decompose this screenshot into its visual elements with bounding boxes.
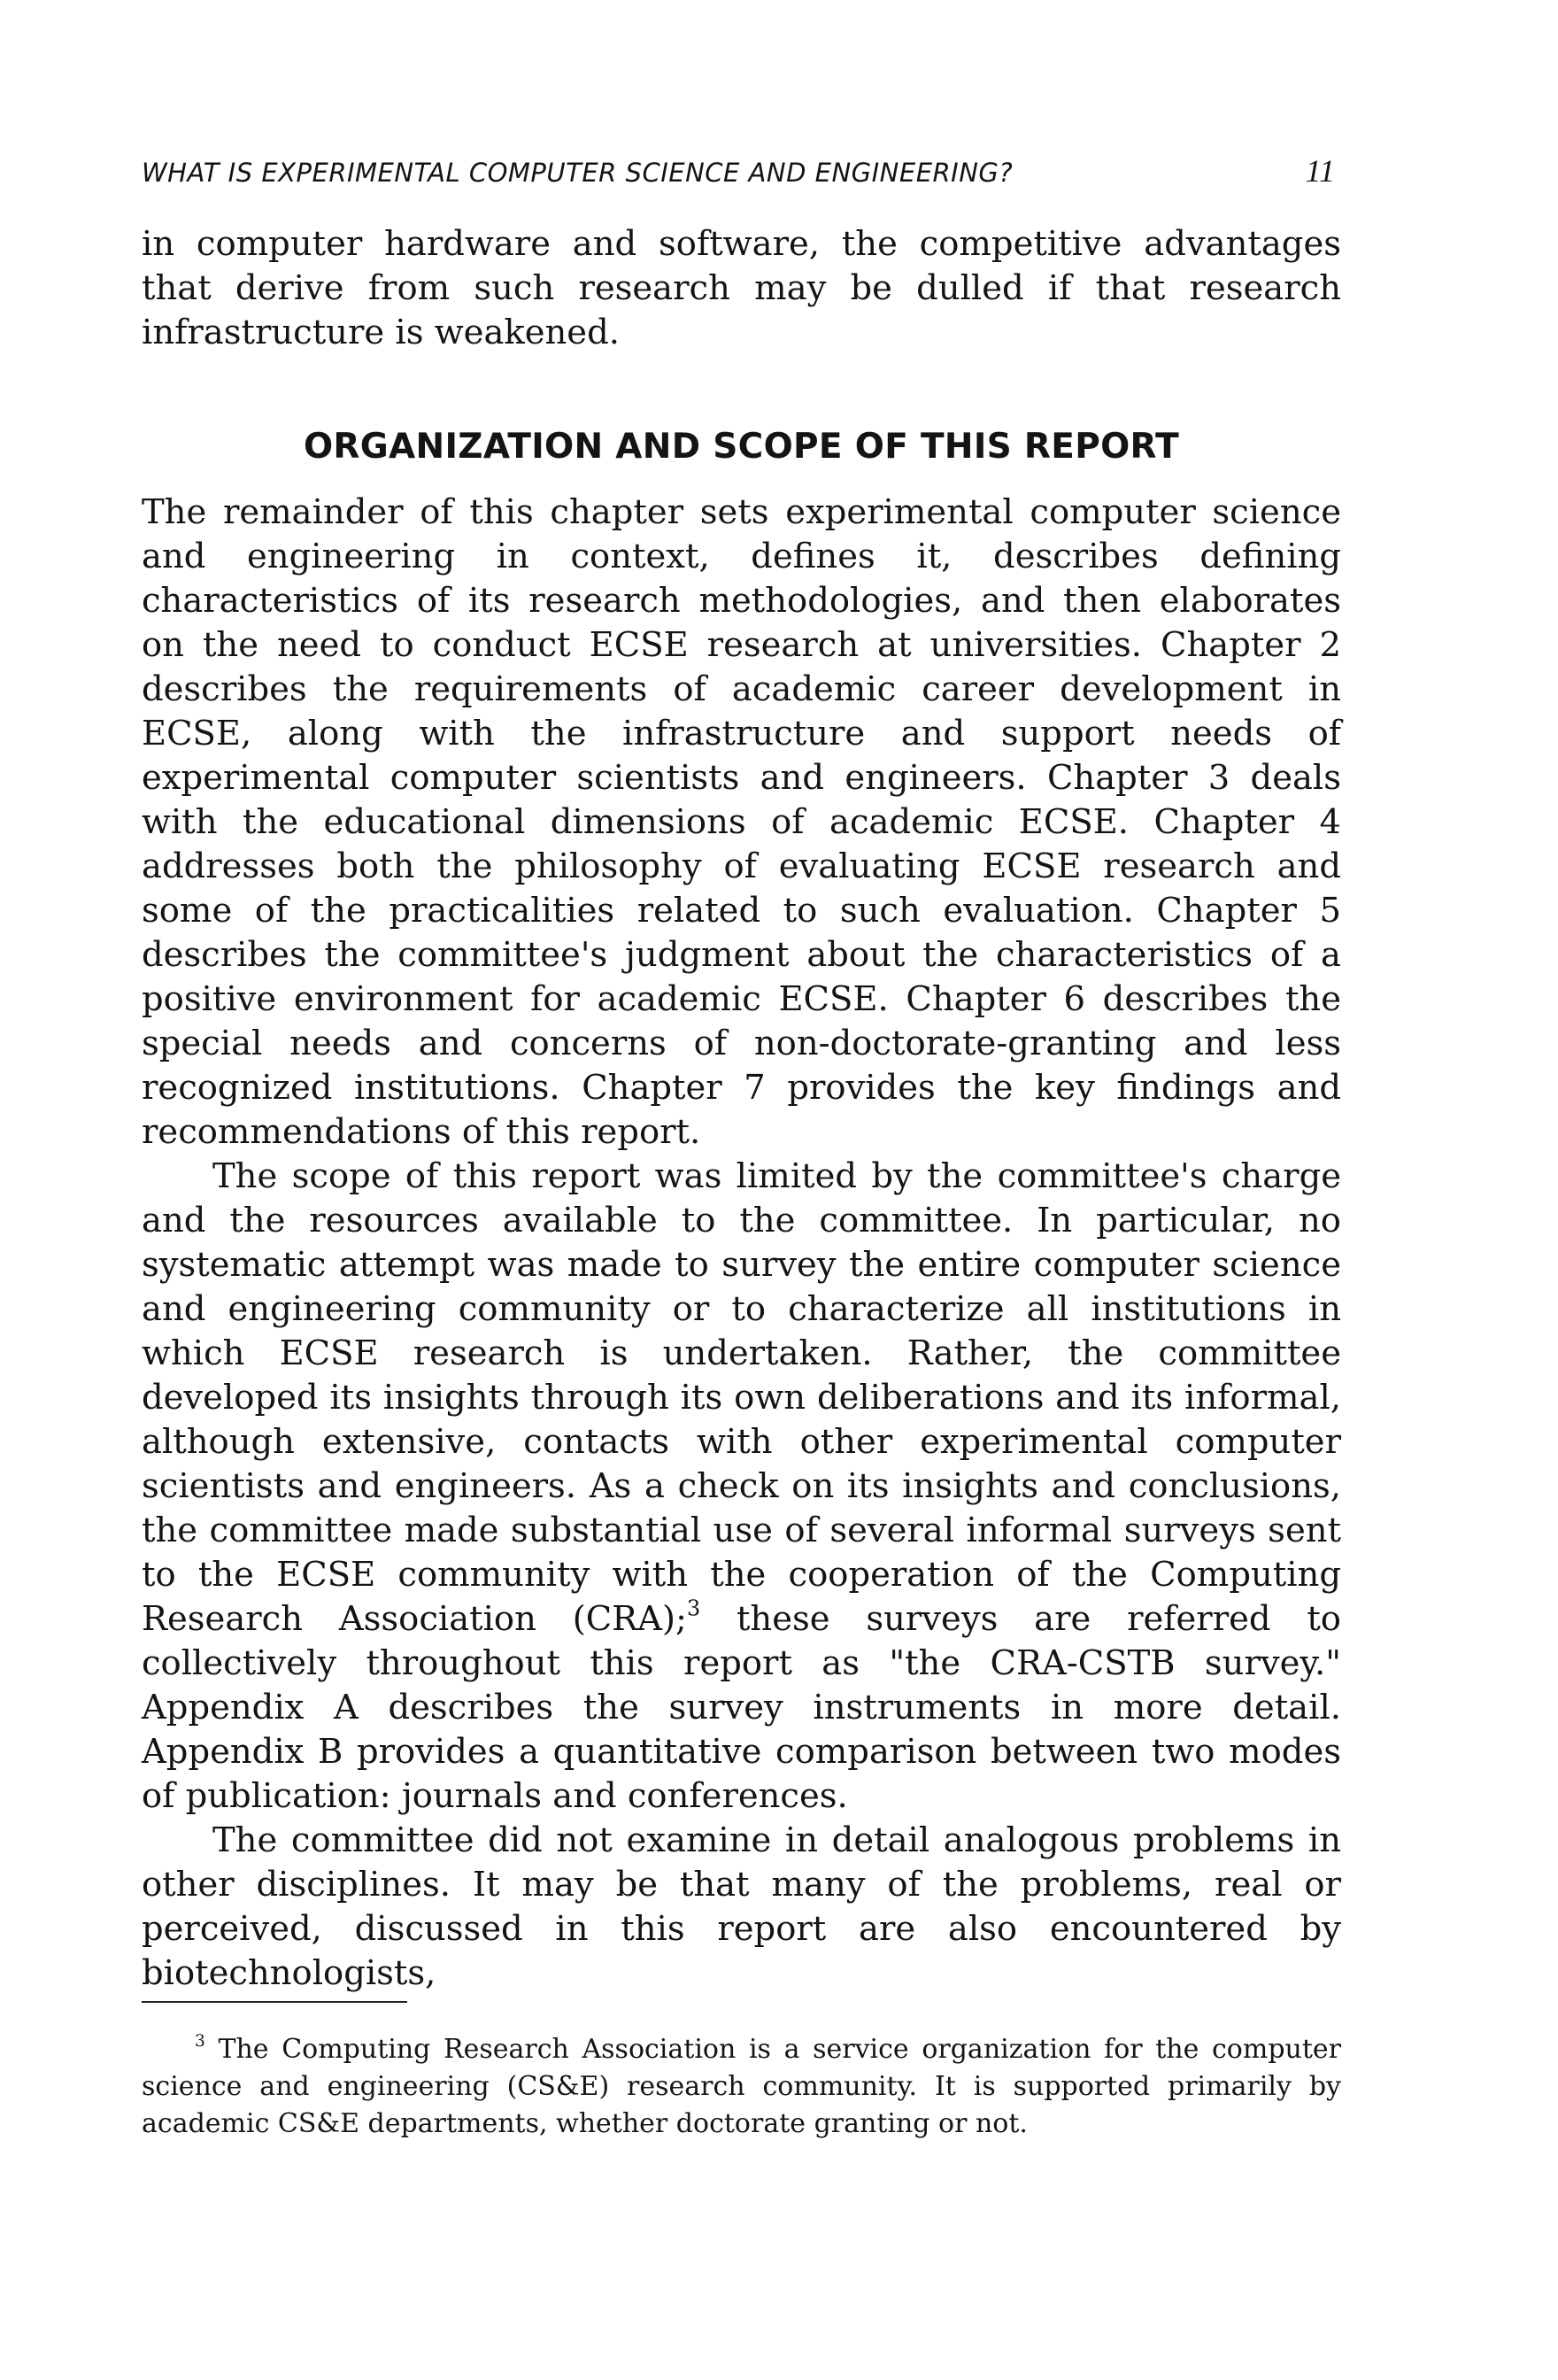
continuation-block <box>142 222 1341 355</box>
section-body <box>142 491 1341 1996</box>
footnote-text: The Computing Research Association is a service organization for the computer science and engineering (CS&E) research community. It is supported primarily by academic CS&E departments, whether doctorate granting or not. <box>142 2034 1341 2139</box>
footnote-marker: 3 <box>195 2031 205 2051</box>
paragraph-other-disciplines: The committee did not examine in detail analogous problems in other disciplines. It may be that many of the problems, real or perceived, discussed in this report are also encountered by biotechnologists, <box>142 1820 1341 1993</box>
paragraph-scope <box>142 1155 1341 1819</box>
paragraph-overview: The remainder of this chapter sets experimental computer science and engineering in context, defines it, describes defining characteristics of its research methodologies, and then elaborates on the need to conduct ECSE research at universities. Chapter 2 describes the requirements of academic career development in ECSE, along with the infrastructure and support needs of experimental computer scientists and engineers. Chapter 3 deals with the educational dimensions of academic ECSE. Chapter 4 addresses both the philosophy of evaluating ECSE research and some of the practicalities related to such evaluation. Chapter 5 describes the committee's judgment about the characteristics of a positive environment for academic ECSE. Chapter 6 describes the special needs and concerns of non-doctorate-granting and less recognized institutions. Chapter 7 provides the key findings and recommendations of this report. <box>142 492 1341 1152</box>
footnote <box>142 2031 1341 2143</box>
page-number: 11 <box>1305 153 1335 189</box>
footnote-reference: 3 <box>686 1596 701 1621</box>
section-heading: ORGANIZATION AND SCOPE OF THIS REPORT <box>303 427 1180 467</box>
continuation-paragraph: in computer hardware and software, the competitive advantages that derive from such research may be dulled if that research infrastructure is weakened. <box>142 224 1341 352</box>
footnote-divider <box>142 2001 407 2003</box>
running-head: WHAT IS EXPERIMENTAL COMPUTER SCIENCE AND ENGINEERING? <box>142 158 1014 188</box>
paragraph-scope-text-a: The scope of this report was limited by the committee's charge and the resources available to the committee. In particular, no systematic attempt was made to survey the entire computer science and engineering community or to characterize all institutions in which ECSE research is undertaken. Rather, the committee developed its insights through its own deliberations and its informal, although extensive, contacts with other experimental computer scientists and engineers. As a check on its insights and conclusions, the committee made substantial use of several informal surveys sent to the ECSE community with the cooperation of the Computing Research Association (CRA); <box>142 1156 1341 1639</box>
paragraph-scope-text-b: these surveys are referred to collectively throughout this report as "the CRA-CSTB survey." Appendix A describes the survey instruments in more detail. Appendix B provides a quantitative comparison between two modes of publication: journals and conferences. <box>142 1599 1341 1816</box>
